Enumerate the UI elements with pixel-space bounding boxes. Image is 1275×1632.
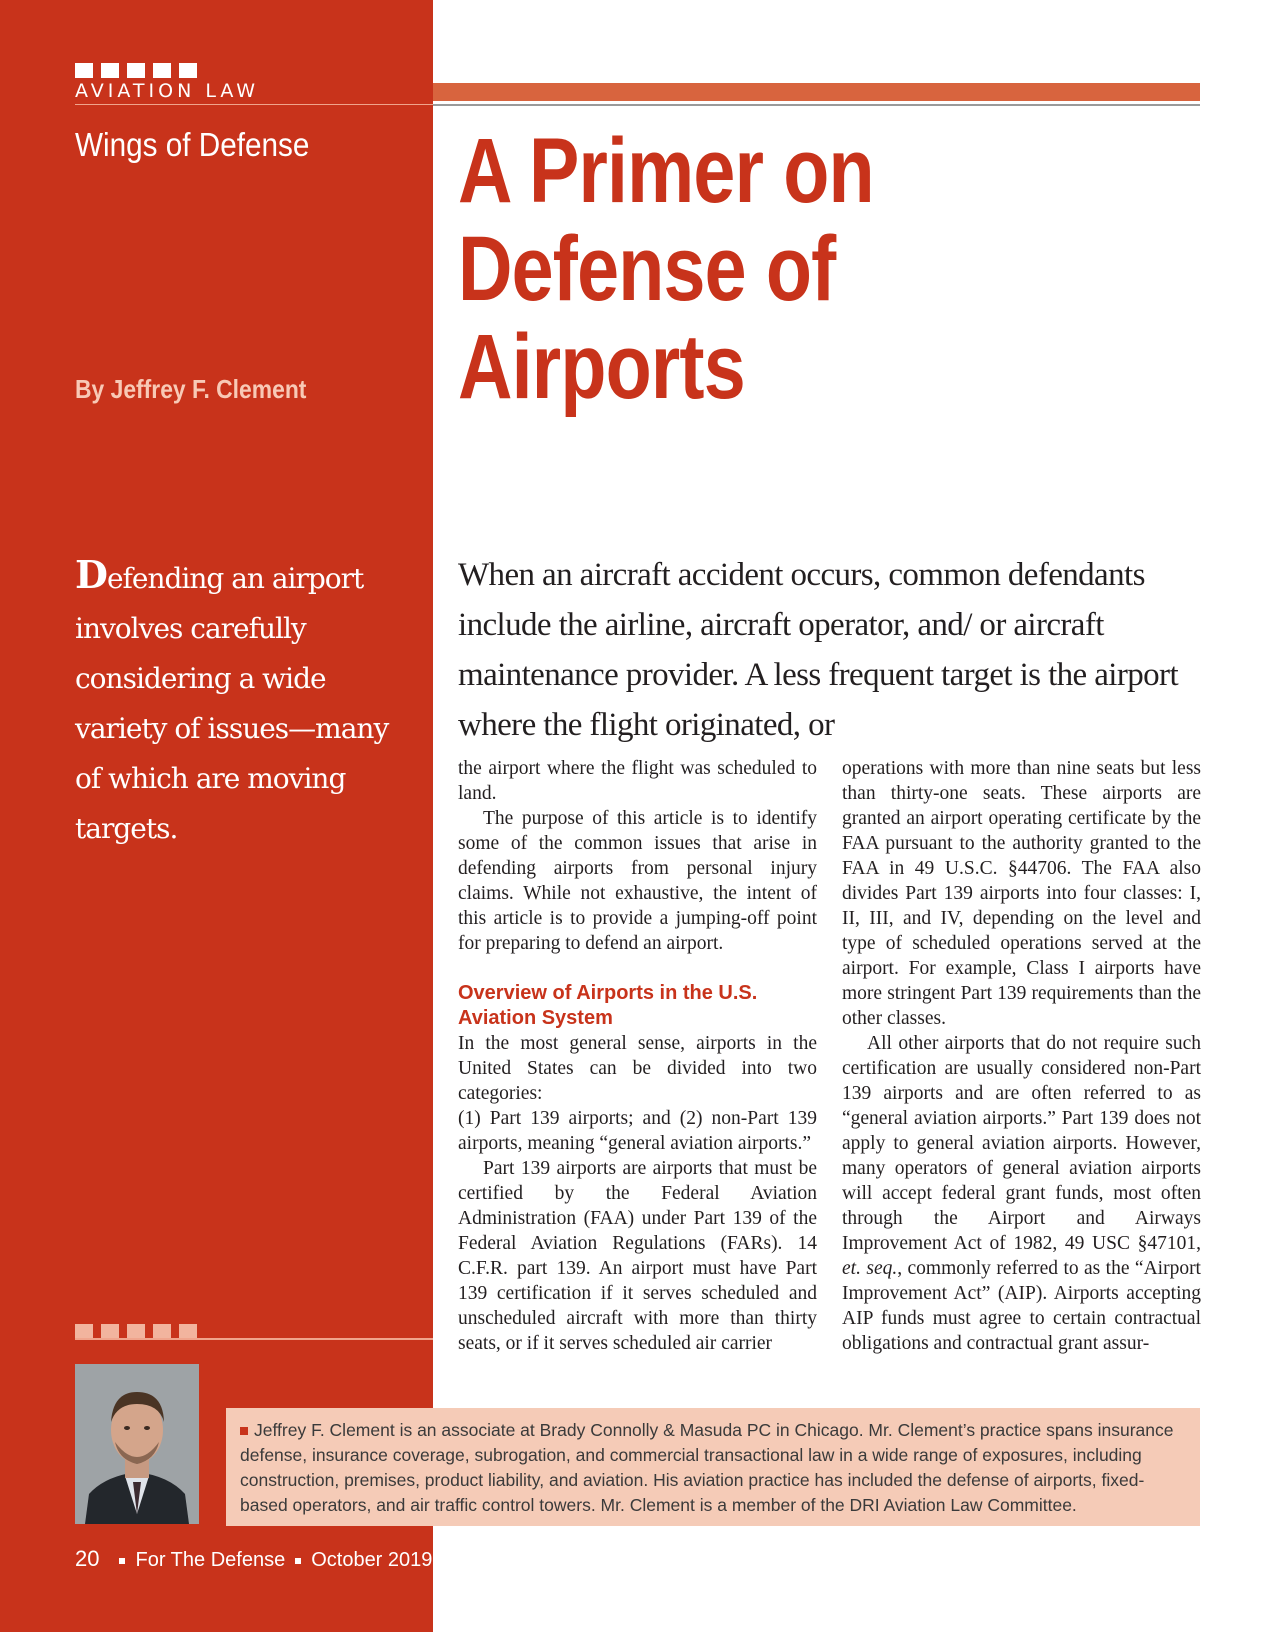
section-subhead: Overview of Airports in the U.S. Aviation System — [458, 982, 758, 1029]
paragraph-text: All other airports that do not require such certification are usually considered non-Part 139 airports and are often referred to as “general aviation airports.” Part 139 does not apply to general aviation airports. However, many operators of general aviation airports will accept federal grant funds, most often through the Airport and Airways Improvement Act of 1982, 49 USC §47101, — [842, 1033, 1201, 1254]
paragraph: (1) Part 139 airports; and (2) non-Part 139 airports, meaning “general aviation airports.” — [458, 1108, 817, 1154]
bullet-square-icon — [240, 1427, 248, 1435]
article-lede: When an aircraft accident occurs, common defendants include the airline, aircraft operator, and/ or aircraft maintenance provider. A less frequent target is the airport where the flight originated, or — [458, 557, 1179, 743]
paragraph: the airport where the flight was scheduled to land. — [458, 758, 817, 804]
bio-rule — [75, 1338, 433, 1340]
section-label: AVIATION LAW — [75, 80, 260, 102]
body-column-left — [458, 756, 817, 1356]
section-squares-decoration — [75, 63, 197, 78]
bio-text: Jeffrey F. Clement is an associate at Brady Connolly & Masuda PC in Chicago. Mr. Clement’s practice spans insurance defense, insurance coverage, subrogation, and commercial transactional law in a wide range of exposures, including construction, premises, product liability, and aviation. His aviation practice has included the defense of airports, fixed-based operators, and air traffic control towers. Mr. Clement is a member of the DRI Aviation Law Committee. — [240, 1420, 1174, 1515]
deck-dropcap: D — [75, 552, 107, 597]
header-accent-bar — [433, 83, 1200, 101]
article-title: A Primer on Defense of Airports — [458, 120, 874, 418]
paragraph-text: , commonly referred to as the “Airport Improvement Act” (AIP). Airports accepting AIP funds must agree to certain contractual obligations and contractual grant assur- — [842, 1258, 1201, 1354]
author-photo — [75, 1364, 199, 1524]
deck-text: efending an airport involves carefully considering a wide variety of issues—many of which are moving targets. — [75, 562, 389, 845]
footer-separator — [119, 1558, 125, 1564]
article-deck — [75, 550, 415, 854]
page-footer — [75, 1546, 432, 1572]
issue-date: October 2019 — [311, 1549, 433, 1571]
bio-squares-decoration — [75, 1324, 197, 1339]
latin-abbrev: et. seq. — [842, 1258, 898, 1279]
paragraph: The purpose of this article is to identify some of the common issues that arise in defending airports from personal injury claims. While not exhaustive, the intent of this article is to provide a jumping-off point for preparing to defend an airport. — [458, 808, 817, 954]
page-number: 20 — [75, 1546, 100, 1571]
paragraph: operations with more than nine seats but less than thirty-one seats. These airports are granted an airport operating certificate by the FAA pursuant to the authority granted to the FAA in 49 U.S.C. §44706. The FAA also divides Part 139 airports into four classes: I, II, III, and IV, depending on the level and type of scheduled operations served at the airport. For example, Class I airports have more stringent Part 139 requirements than the other classes. — [842, 758, 1201, 1029]
header-rule-left — [75, 104, 433, 105]
publication-name: For The Defense — [135, 1549, 286, 1571]
paragraph: Part 139 airports are airports that must be certified by the Federal Aviation Administration (FAA) under Part 139 of the Federal Aviation Regulations (FARs). 14 C.F.R. part 139. An airport must have Part 139 certification if it serves scheduled and unscheduled aircraft with more than thirty seats, or if it serves scheduled air carrier — [458, 1158, 817, 1354]
paragraph: In the most general sense, airports in the United States can be divided into two categories: — [458, 1033, 817, 1104]
author-bio — [226, 1408, 1200, 1526]
footer-separator — [295, 1558, 301, 1564]
paragraph — [842, 1031, 1201, 1356]
header-rule-right — [433, 104, 1200, 106]
series-title: Wings of Defense — [75, 126, 310, 163]
body-column-right — [842, 756, 1201, 1356]
byline: By Jeffrey F. Clement — [75, 374, 307, 404]
